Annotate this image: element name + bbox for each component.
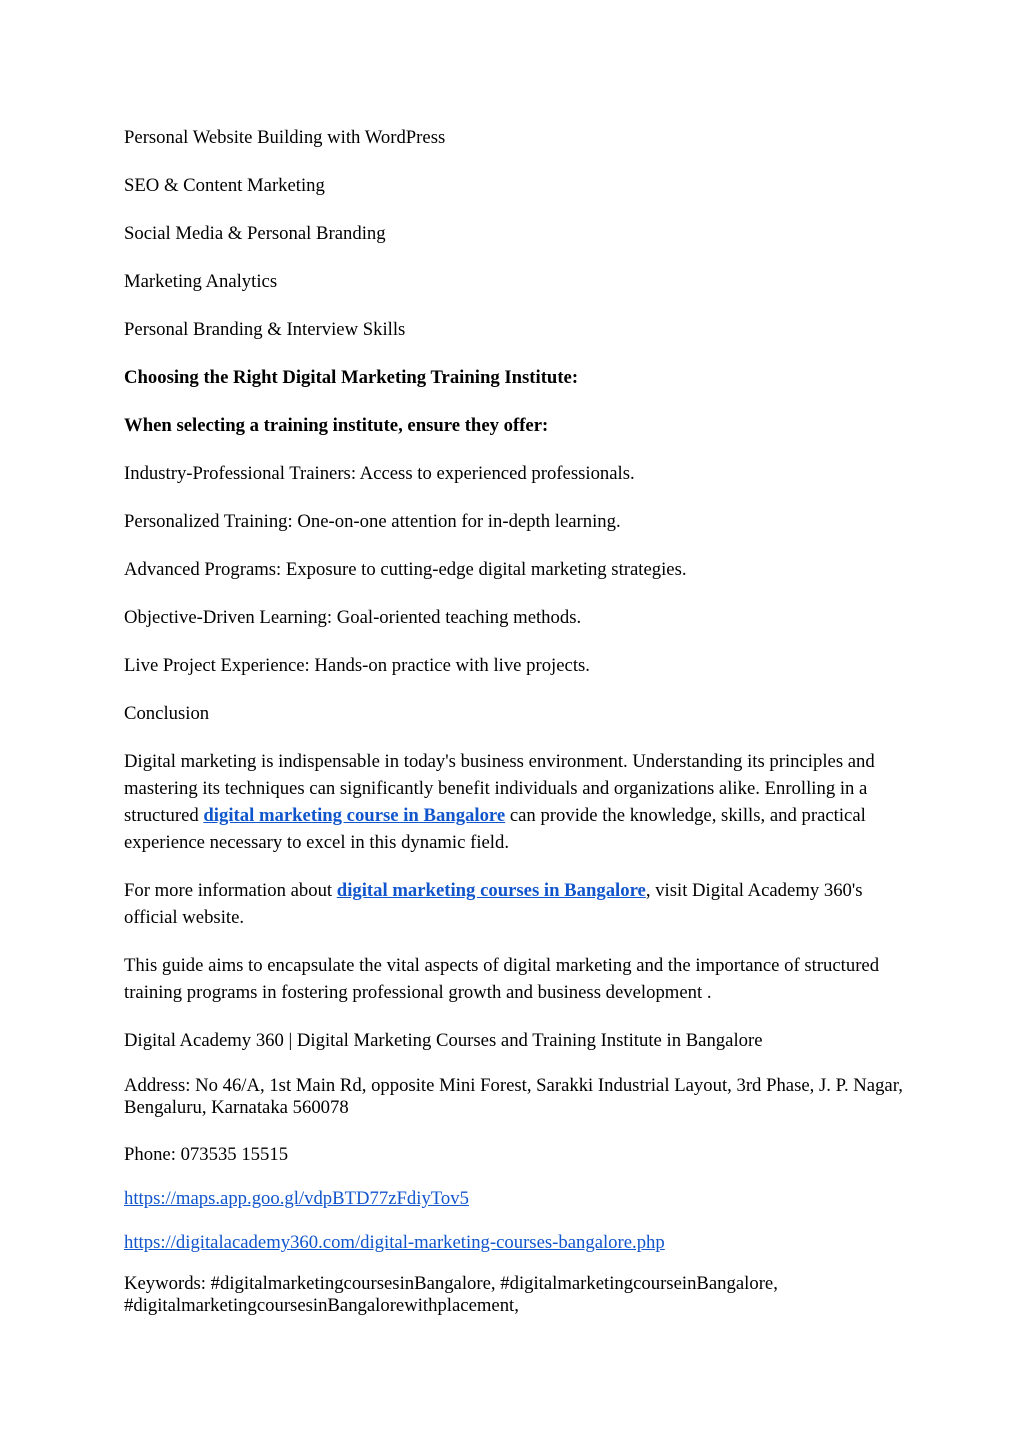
- point-live-project: Live Project Experience: Hands-on practice with live projects.: [124, 655, 590, 676]
- keywords: Keywords: #digitalmarketingcoursesinBangalore, #digitalmarketingcourseinBangalore, #digitalmarketingcoursesinBangalorewithplacement,: [124, 1273, 778, 1316]
- document-page: [124, 124, 914, 1317]
- conclusion-heading: Conclusion: [124, 703, 210, 724]
- course-link[interactable]: digital marketing course in Bangalore: [203, 805, 506, 826]
- point-personalized: Personalized Training: One-on-one attention for in-depth learning.: [124, 511, 621, 532]
- point-objective: Objective-Driven Learning: Goal-oriented teaching methods.: [124, 607, 582, 628]
- site-link-line: [124, 1229, 914, 1256]
- guide-paragraph: This guide aims to encapsulate the vital aspects of digital marketing and the importance of structured training programs in fostering professional growth and business development .: [124, 955, 880, 1003]
- point-trainers: Industry-Professional Trainers: Access to experienced professionals.: [124, 463, 635, 484]
- choosing-heading: Choosing the Right Digital Marketing Training Institute:: [124, 367, 579, 388]
- conclusion-text-after: can provide the knowledge, skills, and practical experience necessary to excel in this dynamic field.: [124, 805, 866, 853]
- conclusion-paragraph: [124, 748, 914, 856]
- maps-link[interactable]: https://maps.app.goo.gl/vdpBTD77zFdiyTov5: [124, 1188, 469, 1209]
- maps-link-line: [124, 1185, 914, 1212]
- courses-link[interactable]: digital marketing courses in Bangalore: [336, 880, 646, 901]
- website-link[interactable]: https://digitalacademy360.com/digital-marketing-courses-bangalore.php: [124, 1232, 665, 1253]
- point-advanced: Advanced Programs: Exposure to cutting-edge digital marketing strategies.: [124, 559, 687, 580]
- item-analytics: Marketing Analytics: [124, 271, 278, 292]
- item-seo: SEO & Content Marketing: [124, 175, 325, 196]
- item-interview: Personal Branding & Interview Skills: [124, 319, 406, 340]
- more-info-paragraph: [124, 877, 914, 931]
- item-social: Social Media & Personal Branding: [124, 223, 386, 244]
- more-info-text-before: For more information about: [124, 880, 337, 901]
- address: Address: No 46/A, 1st Main Rd, opposite Mini Forest, Sarakki Industrial Layout, 3rd Phase, J. P. Nagar, Bengaluru, Karnataka 560078: [124, 1075, 903, 1118]
- business-name: Digital Academy 360 | Digital Marketing Courses and Training Institute in Bangalore: [124, 1030, 763, 1051]
- item-wordpress: Personal Website Building with WordPress: [124, 127, 446, 148]
- phone: Phone: 073535 15515: [124, 1144, 289, 1165]
- choosing-subheading: When selecting a training institute, ensure they offer:: [124, 415, 549, 436]
- more-info-text-after: , visit Digital Academy 360's official website.: [124, 880, 863, 928]
- conclusion-text-before: Digital marketing is indispensable in today's business environment. Understanding its principles and mastering its techniques can significantly benefit individuals and organizations alike. Enrolling in a structured: [124, 751, 875, 826]
